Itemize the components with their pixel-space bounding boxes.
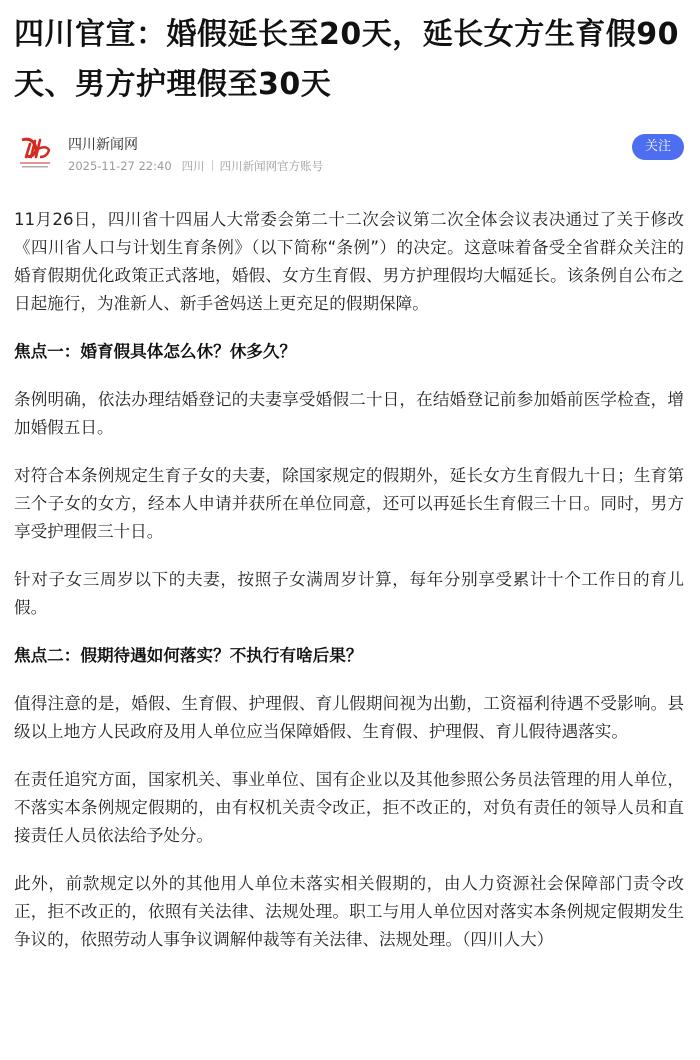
article-meta <box>68 158 323 174</box>
article-paragraph: 在责任追究方面，国家机关、事业单位、国有企业以及其他参照公务员法管理的用人单位，不落实本条例规定假期的，由有权机关责令改正，拒不改正的，对负有责任的领导人员和直接责任人员依法给予处分。 <box>14 770 684 845</box>
publish-date: 2025-11-27 22:40 <box>68 159 172 173</box>
sichuan-news-logo-icon[interactable] <box>18 136 52 172</box>
article-paragraph: 11月26日，四川省十四届人大常委会第二十二次会议第二次全体会议表决通过了关于修改《四川省人口与计划生育条例》（以下简称“条例”）的决定。这意味着备受全省群众关注的婚育假期优化政策正式落地，婚假、女方生育假、男方护理假均大幅延长。该条例自公布之日起施行，为准新人、新手爸妈送上更充足的假期保障。 <box>14 210 684 313</box>
section-heading: 焦点一：婚育假具体怎么休？休多久？ <box>14 342 297 361</box>
author-row <box>14 134 684 178</box>
article-paragraph: 针对子女三周岁以下的夫妻，按照子女满周岁计算，每年分别享受累计十个工作日的育儿假。 <box>14 570 684 617</box>
article-body <box>14 206 684 954</box>
section-heading: 焦点二：假期待遇如何落实？不执行有啥后果？ <box>14 646 363 665</box>
account-type: 四川新闻网官方账号 <box>219 159 324 173</box>
meta-divider <box>212 160 213 171</box>
article-title: 四川官宣：婚假延长至20天，延长女方生育假90天、男方护理假至30天 <box>14 17 679 102</box>
article-paragraph: 值得注意的是，婚假、生育假、护理假、育儿假期间视为出勤，工资福利待遇不受影响。县级以上地方人民政府及用人单位应当保障婚假、生育假、护理假、育儿假待遇落实。 <box>14 694 684 741</box>
article-paragraph: 此外，前款规定以外的其他用人单位未落实相关假期的，由人力资源社会保障部门责令改正，拒不改正的，依照有关法律、法规处理。职工与用人单位因对落实本条例规定假期发生争议的，依照劳动人事争议调解仲裁等有关法律、法规处理。（四川人大） <box>14 874 684 949</box>
follow-button[interactable]: 关注 <box>632 134 684 160</box>
region-tag: 四川 <box>181 159 205 173</box>
article-paragraph: 对符合本条例规定生育子女的夫妻，除国家规定的假期外，延长女方生育假九十日；生育第三个子女的女方，经本人申请并获所在单位同意，还可以再延长生育假三十日。同时，男方享受护理假三十日。 <box>14 466 684 541</box>
article-paragraph: 条例明确，依法办理结婚登记的夫妻享受婚假二十日，在结婚登记前参加婚前医学检查，增加婚假五日。 <box>14 390 684 437</box>
author-name[interactable]: 四川新闻网 <box>68 137 138 153</box>
